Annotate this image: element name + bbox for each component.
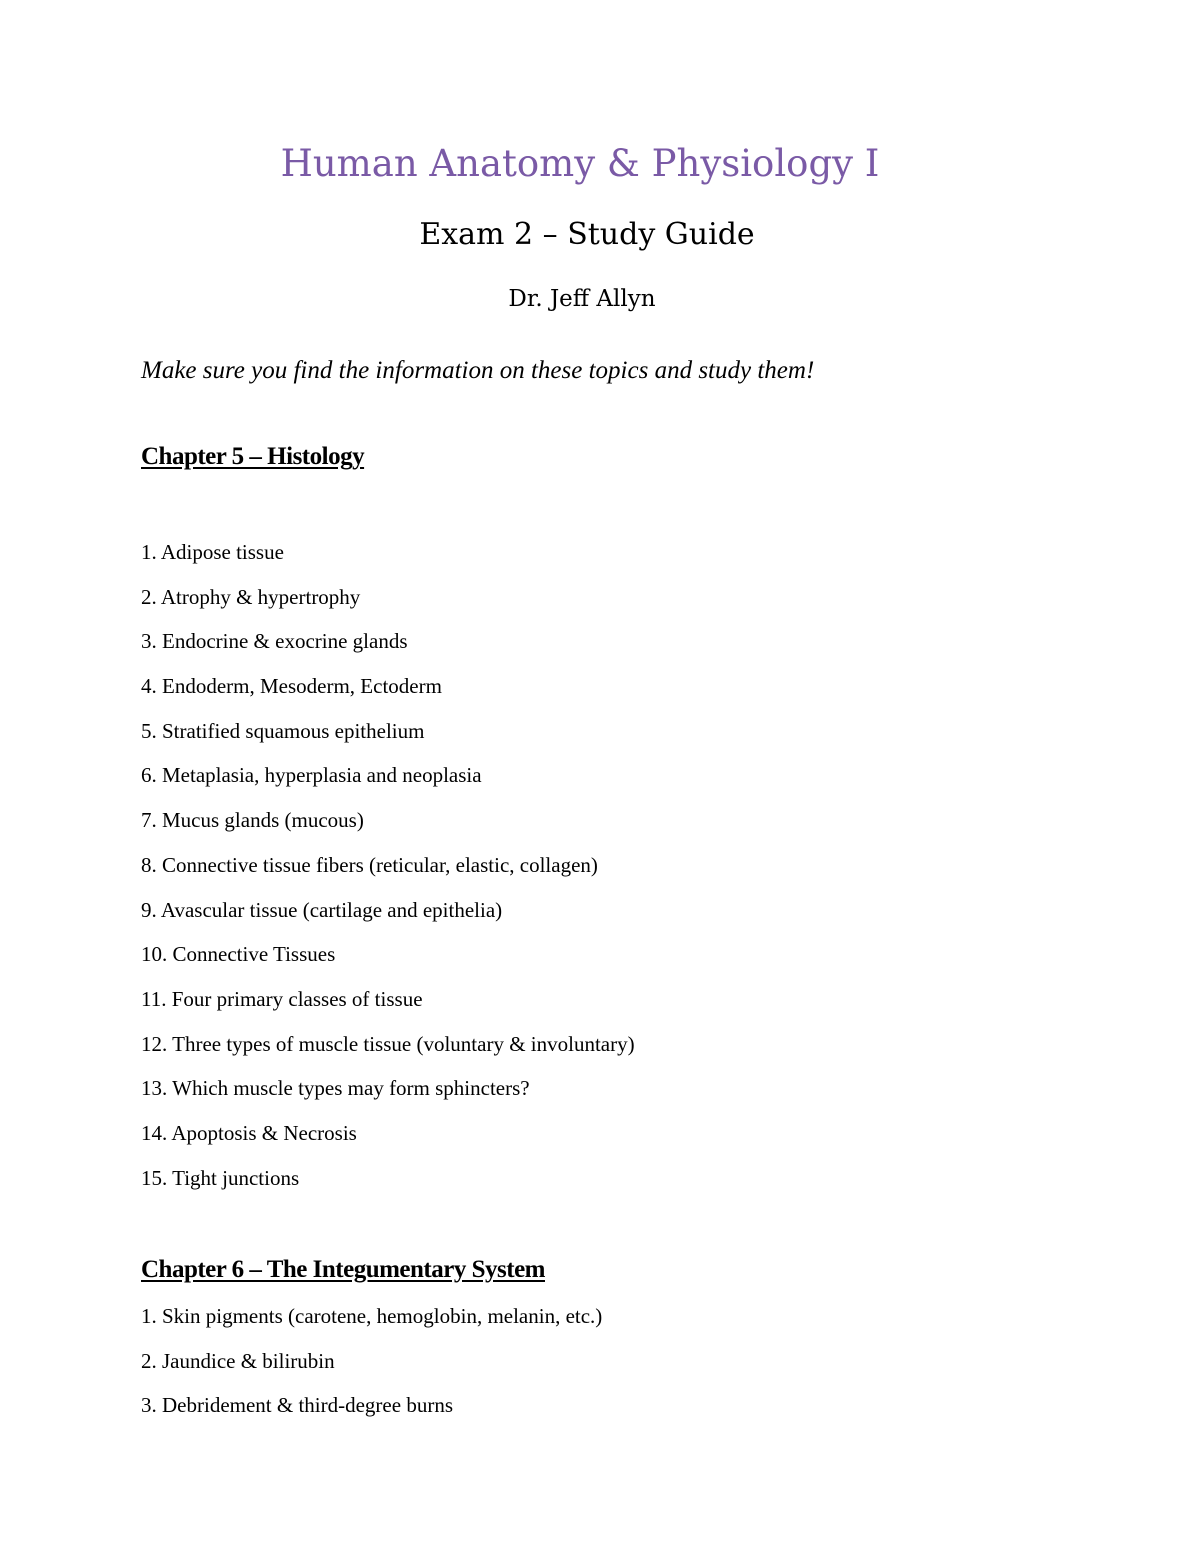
chapter-6-heading: Chapter 6 – The Integumentary System: [141, 1256, 545, 1283]
list-item: 9. Avascular tissue (cartilage and epithelia): [141, 897, 503, 922]
list-item: 3. Debridement & third-degree burns: [141, 1393, 453, 1418]
list-item: 7. Mucus glands (mucous): [141, 808, 364, 833]
list-item: 4. Endoderm, Mesoderm, Ectoderm: [141, 674, 442, 699]
instruction-text: Make sure you find the information on these topics and study them!: [141, 357, 815, 384]
list-item: 11. Four primary classes of tissue: [141, 986, 423, 1011]
list-item: 2. Jaundice & bilirubin: [141, 1348, 335, 1373]
list-item: 12. Three types of muscle tissue (voluntary & involuntary): [141, 1031, 635, 1056]
list-item: 8. Connective tissue fibers (reticular, elastic, collagen): [141, 852, 598, 877]
list-item: 10. Connective Tissues: [141, 942, 336, 967]
document-title: Human Anatomy & Physiology I: [280, 142, 880, 185]
list-item: 3. Endocrine & exocrine glands: [141, 629, 408, 654]
author-name: Dr. Jeff Allyn: [508, 286, 656, 312]
document-subtitle: Exam 2 – Study Guide: [419, 217, 755, 252]
list-item: 15. Tight junctions: [141, 1165, 300, 1190]
list-item: 6. Metaplasia, hyperplasia and neoplasia: [141, 763, 482, 788]
list-item: 14. Apoptosis & Necrosis: [141, 1120, 357, 1145]
chapter-6-topic-list: [141, 1301, 602, 1435]
list-item: 13. Which muscle types may form sphincters?: [141, 1076, 530, 1101]
list-item: 5. Stratified squamous epithelium: [141, 718, 425, 743]
chapter-5-heading: Chapter 5 – Histology: [141, 443, 365, 470]
chapter-5-topic-list: [141, 537, 635, 1207]
list-item: 1. Skin pigments (carotene, hemoglobin, melanin, etc.): [141, 1304, 603, 1328]
list-item: 2. Atrophy & hypertrophy: [141, 584, 361, 609]
list-item: 1. Adipose tissue: [141, 540, 284, 564]
